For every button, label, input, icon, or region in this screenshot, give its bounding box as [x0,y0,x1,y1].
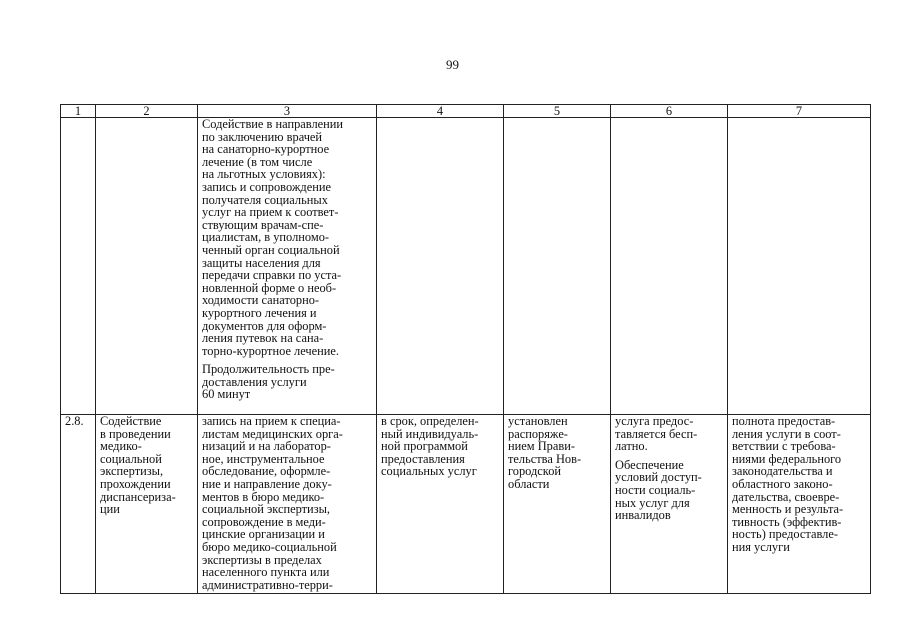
text-line: ления услуги в соот- [732,426,841,441]
row1-number-cell [61,118,96,415]
text-line: запись на прием к специа- [202,414,341,428]
text-line: защиты населения для [202,255,321,270]
text-line: ления путевок на сана- [202,331,324,346]
text-line: ции [100,502,120,517]
text-line: предоставления [381,451,465,466]
text-line: экспертизы, [100,464,164,479]
text-line: ченный орган социальной [202,242,340,257]
text-line: низаций и на лаборатор- [202,439,331,454]
row2-tariff-cell [504,415,611,594]
text-line: услуга предос- [615,414,694,428]
text-line: ной программой [381,439,468,454]
row1-service-name-cell [96,118,198,415]
text-line: обследование, оформле- [202,464,331,479]
text-line: бюро медико-социальной [202,539,337,554]
text-line: на льготных условиях): [202,167,326,182]
text-line: получателя социальных [202,192,328,207]
text-line: ния услуги [732,539,790,554]
text-line: ных услуг для [615,495,690,510]
row2-number-cell: 2.8. [61,415,96,594]
row2-quality-text [732,415,870,554]
text-line: в срок, определен- [381,414,479,428]
text-line: сопровождение в меди- [202,514,326,529]
text-line: ниями федерального [732,451,842,466]
row1-service-description-cell [198,118,377,415]
text-line: документов для оформ- [202,318,327,333]
row1-quality-cell [728,118,871,415]
text-line: циалистам, в уполномо- [202,230,330,245]
text-line: ние и направление доку- [202,476,332,491]
header-cell-6: 6 [611,105,728,118]
header-row [61,105,871,118]
text-line: полнота предостав- [732,414,836,428]
text-line: ности социаль- [615,482,696,497]
page-number: 99 [446,57,459,72]
row2-conditions-paragraph-1 [615,415,727,453]
text-line: установлен [508,414,568,428]
text-line: менность и результа- [732,502,844,517]
text-line: ходимости санаторно- [202,293,320,308]
row1-tariff-cell [504,118,611,415]
text-line: прохождении [100,476,171,491]
header-cell-1: 1 [61,105,96,118]
text-line: Содействие в направлении [202,117,344,131]
table-row [61,415,871,594]
text-line: законодательства и [732,464,833,479]
text-line: тельства Нов- [508,451,582,466]
text-line: торно-курортное лечение. [202,343,340,358]
row2-service-description-cell [198,415,377,594]
text-line: новленной форме о необ- [202,280,337,295]
text-line: области [508,476,550,491]
row2-tariff-text [508,415,610,491]
text-line: ность) предоставле- [732,527,838,542]
text-line: социальной экспертизы, [202,502,331,517]
text-line: на санаторно-курортное [202,142,330,157]
text-line: цинские организации и [202,527,325,542]
header-cell-4: 4 [377,105,504,118]
text-line: условий доступ- [615,470,702,485]
text-line: ветствии с требова- [732,439,836,454]
header-cell-5: 5 [504,105,611,118]
text-line: городской [508,464,562,479]
text-line: тивность (эффектив- [732,514,842,529]
text-line: административно-терри- [202,577,333,592]
text-line: медико- [100,439,142,454]
row2-conditions-paragraph-2 [615,459,727,522]
row2-deadline-text [381,415,503,478]
text-line: запись и сопровождение [202,179,331,194]
row2-service-name [100,415,197,516]
text-line: ментов в бюро медико- [202,489,325,504]
text-line: инвалидов [615,508,671,523]
text-line: передачи справки по уста- [202,268,342,283]
table-row [61,118,871,415]
row2-service-description [202,415,376,591]
text-line: Продолжительность пре- [202,362,335,377]
row1-description-paragraph [202,118,376,357]
text-line: Содействие [100,414,162,428]
row1-conditions-cell [611,118,728,415]
row1-duration-paragraph [202,363,376,401]
header-cell-7: 7 [728,105,871,118]
text-line: нием Прави- [508,439,575,454]
text-line: латно. [615,439,648,454]
text-line: населенного пункта или [202,565,330,580]
text-line: областного законо- [732,476,833,491]
text-line: 60 минут [202,387,251,402]
text-line: лечение (в том числе [202,154,313,169]
text-line: распоряже- [508,426,568,441]
row2-conditions-cell [611,415,728,594]
row2-deadline-cell [377,415,504,594]
text-line: услуг на прием к соответ- [202,205,339,220]
text-line: ный индивидуаль- [381,426,479,441]
text-line: курортного лечения и [202,305,317,320]
services-table [60,104,871,594]
text-line: экспертизы в пределах [202,552,322,567]
text-line: доставления услуги [202,374,307,389]
text-line: диспансериза- [100,489,176,504]
text-line: социальных услуг [381,464,477,479]
text-line: ствующим врачам-спе- [202,217,324,232]
row1-deadline-cell [377,118,504,415]
text-line: социальной [100,451,162,466]
header-cell-2: 2 [96,105,198,118]
text-line: дательства, своевре- [732,489,840,504]
header-cell-3: 3 [198,105,377,118]
text-line: по заключению врачей [202,129,323,144]
text-line: тавляется бесп- [615,426,698,441]
text-line: ное, инструментальное [202,451,325,466]
row2-quality-cell [728,415,871,594]
text-line: листам медицинских орга- [202,426,343,441]
text-line: в проведении [100,426,171,441]
row2-service-name-cell [96,415,198,594]
text-line: Обеспечение [615,457,684,472]
